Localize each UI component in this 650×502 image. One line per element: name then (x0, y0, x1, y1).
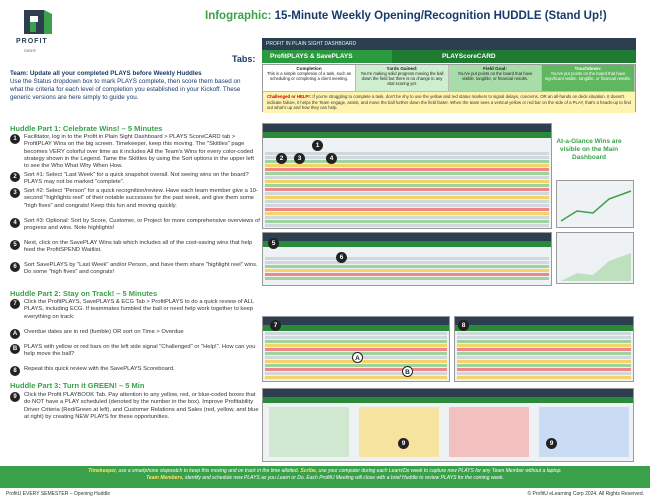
step-2: 2 Sort #1: Select "Last Week" for a quick snapshot overall. Not seeing wins on the board? PLAYS may not be marked "complete". (10, 172, 260, 187)
step-1: 1 Facilitator, log in to the Profit in Plain Sight Dashboard > PLAYS ScoreCARD tab > ProfitPLAY Wins on the big screen. Timekeeper, keep this moving. The "Skittles" page becomes VERY colorful over time as it includes All the Team's Wins for every color-coded strategy shown in the Legend. Tame the Skittles by using the Sort options in the upper left to see the Who What Why When How. (10, 134, 260, 170)
logo-subtext: SIGHT (24, 48, 37, 53)
title-text: 15-Minute Weekly Opening/Recognition HUDDLE (Stand Up!) (274, 10, 607, 22)
roles-footer-bar: Timekeeper, use a smartphone stopwatch to keep this moving and on track in the time allotted. Scribe, use your computer during each Learn/Do week to capture new PLAYS for any Team Member without a laptop. Team Members, identify and schedule new PLAYS as you Learn or Do. Each ProfitU Meeting will close with a brief Huddle to review PLAYS for the coming week. (0, 466, 650, 488)
legend-touchdown: Touchdown: You've put points on the board that have significant visible, tangible, or financial results. (542, 65, 635, 91)
step-5: 5 Next, click on the SavePLAY Wins tab which includes all of the cost-saving wins that help feed the ProfitSPEND Waitlist. (10, 240, 260, 255)
dashboard-header: PROFIT IN PLAIN SIGHT DASHBOARD (262, 38, 636, 50)
intro-lead: Team: Update all your completed PLAYS before Weekly Huddles (10, 70, 202, 77)
main-dashboard-chart-2 (556, 232, 634, 284)
legend-field-goal: Field Goal: You've put points on the board that have visible, tangible, or financial results. (449, 65, 542, 91)
legend-challenged: Challenged or HELP!: If you're struggling to complete a task, don't be shy to use the yellow and red status markers to signal delays, concerns, OR an all-hands on deck situation. It doesn't indicate failure, it helps the Team engage, assist, and move the ball further down the field faster. When the team sees a vertical yellow or red bar on the side of a PLAY, that's a heads-up to find out what's up and how they can help. (263, 91, 635, 113)
callout-1: 1 (312, 140, 323, 151)
footer-left: ProfitU EVERY SEMESTER – Opening Huddle (6, 491, 111, 497)
callout-3: 3 (294, 153, 305, 164)
tab-profitplays-saveplays[interactable]: ProfitPLAYS & SavePLAYS (262, 50, 392, 63)
profitu-logo (10, 8, 66, 60)
section-heading-3: Huddle Part 3: Turn it GREEN! – 5 Min (10, 381, 145, 390)
glance-note: At-a-Glance Wins are visible on the Main Dashboard (556, 138, 622, 161)
legend-yards-gained: Yards Gained: You're making solid progress moving the ball down the field but there is no change in any vital scoring yet. (356, 65, 449, 91)
section-heading-1: Huddle Part 1: Celebrate Wins! – 5 Minutes (10, 124, 163, 133)
page-title (205, 10, 607, 22)
callout-2: 2 (276, 153, 287, 164)
callout-7: 7 (270, 320, 281, 331)
step-a: A Overdue dates are in red (fumble) OR sort on Time > Overdue (10, 329, 260, 336)
callout-5: 5 (268, 238, 279, 249)
step-4: 4 Sort #3: Optional: Sort by Score, Customer, or Project for more comprehensive overviews of progress and wins. Note highlights! (10, 218, 260, 233)
tab-bar (262, 50, 636, 63)
step-9: 9 Click the Profit PLAYBOOK Tab. Pay attention to any yellow, red, or blue-coded boxes that do NOT have a PLAY scheduled (denoted by the number in the box). Improve Profitability Driver Criteria (Red/Green at left), and Customer Relations and Sales (red, yellow, and blue at right) by creating NEW PLAYS for these opportunities. (10, 392, 260, 421)
tab-playscorecard[interactable]: PLAYScoreCARD (442, 53, 496, 60)
step-3: 3 Sort #2: Select "Person" for a quick recognition/review. Have each team member give a 10-second "highlights reel" of their notable successes for the past week, and give them some "high fives" and congrats! Keep this fun and moving quickly. (10, 188, 260, 210)
step-b: B PLAYS with yellow or red bars on the left side signal "Challenged" or "Help!". How can you help move the ball? (10, 344, 260, 359)
callout-9b: 9 (546, 438, 557, 449)
scoring-legend (262, 64, 636, 112)
tabs-label: Tabs: (232, 54, 256, 64)
main-dashboard-chart-1 (556, 180, 634, 228)
callout-6: 6 (336, 252, 347, 263)
profitplays-screenshot (262, 316, 450, 382)
logo-text: PROFIT (16, 38, 48, 45)
scorecard-screenshot (262, 123, 552, 229)
title-prefix: Infographic: (205, 10, 272, 22)
intro-body: Use the Status dropdown box to mark PLAYS complete, then score them based on what the criteria for each level of completion you established in your Kickoff. These generic versions are here simply to guide you. (10, 78, 241, 101)
section-heading-2: Huddle Part 2: Stay on Track! – 5 Minutes (10, 289, 158, 298)
callout-b: B (402, 366, 413, 377)
step-7: 7 Click the ProfitPLAYS, SavePLAYS & ECG Tab > ProfitPLAYS to do a quick review of ALL PLAYS, including ECG. If teammates fumbled the ball or need help work together to keep everything on track: (10, 299, 260, 321)
footer-right: © ProfitU eLearning Corp 2024. All Rights Reserved. (527, 491, 644, 497)
callout-4: 4 (326, 153, 337, 164)
callout-8: 8 (458, 320, 469, 331)
callout-a: A (352, 352, 363, 363)
saveplays-screenshot (454, 316, 634, 382)
saveplay-screenshot (262, 232, 552, 286)
playbook-screenshot (262, 388, 634, 462)
step-8: 8 Repeat this quick review with the SavePLAYS Scoreboard. (10, 366, 260, 373)
callout-9a: 9 (398, 438, 409, 449)
intro-text (10, 70, 255, 102)
step-6: 6 Sort SavePLAYS by "Last Week" and/or Person, and have them share "highlight reel" wins. Do some "high fives" and congrats! (10, 262, 260, 277)
legend-completion: Completion This is a simple completion of a task, such as scheduling or completing a client meeting. (263, 65, 356, 91)
